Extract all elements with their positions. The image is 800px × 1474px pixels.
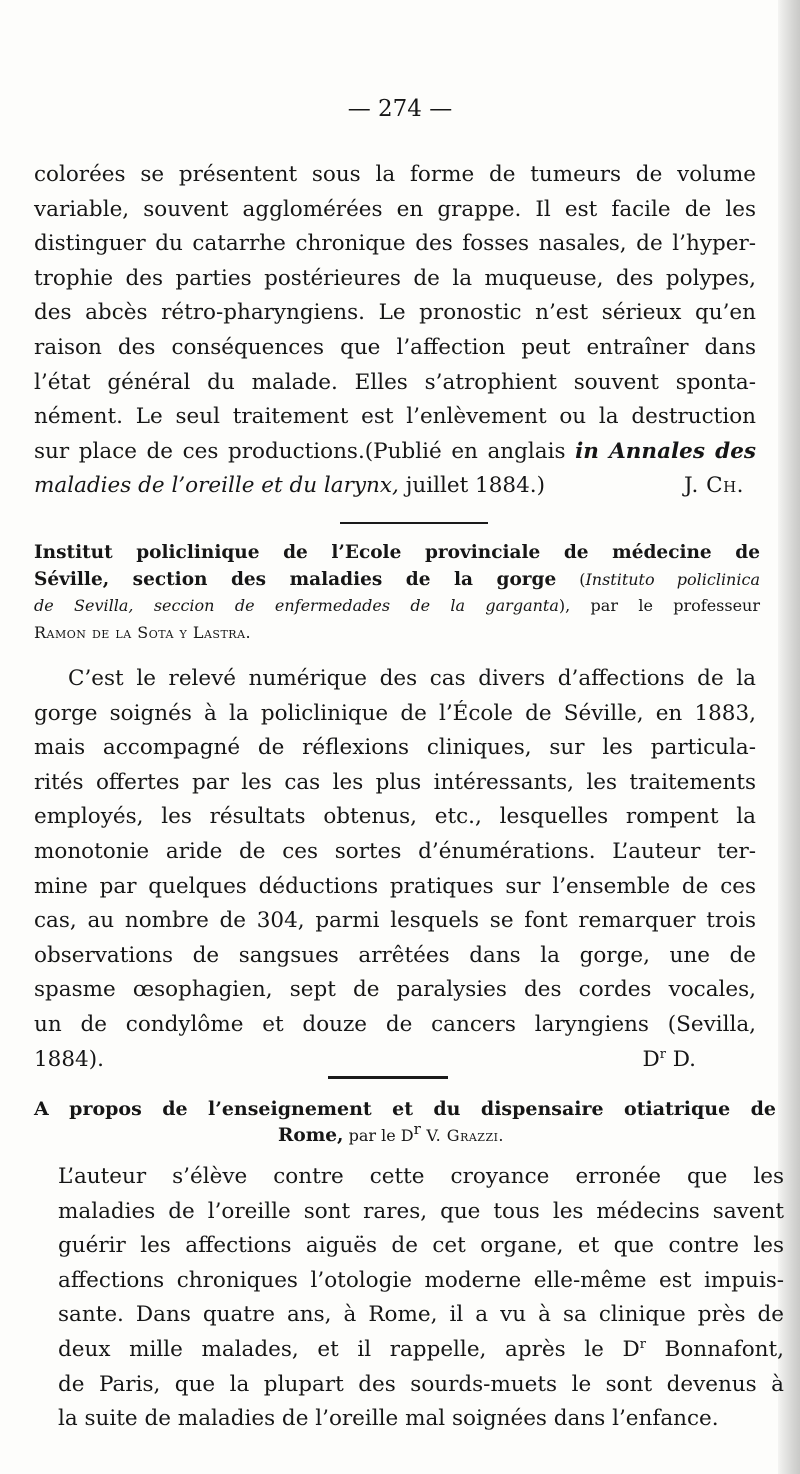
paragraph-continuation: [34, 158, 756, 504]
text-line: colorées se présentent sous la forme de tumeurs de volume: [34, 162, 756, 187]
heading-sup: r: [413, 1119, 421, 1138]
text-run: 1884).: [34, 1046, 104, 1072]
heading-line: Institut policlinique de l’Ecole provinciale de médecine de: [34, 542, 760, 563]
signature-dr: D: [642, 1046, 660, 1072]
heading-paren: (: [579, 569, 586, 589]
text-line: C’est le relevé numérique des cas divers d’affections de la: [68, 666, 756, 691]
heading-bold: Rome,: [278, 1124, 344, 1146]
signature-initial: D.: [665, 1046, 696, 1072]
heading-author: V. Grazzi.: [420, 1125, 505, 1145]
review-heading: [34, 540, 760, 646]
text-line: de Paris, que la plupart des sourds-muets le sont devenus à: [58, 1371, 784, 1397]
text-line: employés, les résultats obtenus, etc., lesquelles rompent la: [34, 804, 756, 830]
heading-bold: Séville, section des maladies de la gorge: [34, 568, 557, 590]
text-line: guérir les affections aiguës de cet organe, et que contre les: [58, 1233, 784, 1259]
section-divider: [340, 522, 488, 524]
text-line: mais accompagné de réflexions cliniques, sur les particula-: [34, 735, 756, 761]
text-line: observations de sangsues arrêtées dans la gorge, une de: [34, 942, 756, 968]
section-divider: [328, 1076, 448, 1079]
review-signature: J. Ch.: [684, 473, 744, 499]
page-number: — 274 —: [347, 96, 453, 122]
heading-line: [34, 567, 760, 594]
text-line: rités offertes par les cas les plus intéressants, les traitements: [34, 769, 756, 795]
heading-line: [34, 1119, 776, 1150]
text-line: [58, 1333, 784, 1368]
review-body: [58, 1160, 784, 1437]
text-line: spasme œsophagien, sept de paralysies des cordes vocales,: [34, 977, 756, 1003]
review-body: [34, 662, 756, 1077]
heading-italic: de Sevilla, seccion de enfermedades de la garganta: [34, 596, 559, 615]
heading-text: ), par le professeur: [558, 596, 760, 615]
text-line: cas, au nombre de 304, parmi lesquels se font remarquer trois: [34, 908, 756, 934]
text-line: variable, souvent agglomérées en grappe. Il est facile de les: [34, 196, 756, 222]
heading-line: A propos de l’enseignement et du dispensaire otiatrique de: [34, 1098, 776, 1120]
review-signature: [642, 1043, 756, 1078]
text-line: monotonie aride de ces sortes d’énumérations. L’auteur ter-: [34, 838, 756, 864]
text-line: nément. Le seul traitement est l’enlèvement ou la destruction: [34, 404, 756, 430]
heading-line: [34, 593, 760, 620]
text-line: affections chroniques l’otologie moderne elle-même est impuis-: [58, 1267, 784, 1293]
text-line: raison des conséquences que l’affection peut entraîner dans: [34, 334, 756, 360]
text-sup: r: [639, 1336, 646, 1352]
text-line: mine par quelques déductions pratiques sur l’ensemble de ces: [34, 873, 756, 899]
text-line: [34, 1043, 756, 1078]
text-run: juillet 1884.): [398, 473, 545, 499]
journal-title-cont: maladies de l’oreille et du larynx,: [34, 473, 399, 499]
review-heading: [34, 1096, 776, 1149]
text-run: sur place de ces productions.(Publié en anglais: [34, 438, 576, 464]
text-line: des abcès rétro-pharyngiens. Le pronostic n’est sérieux qu’en: [34, 300, 756, 326]
signature-sup: r: [659, 1046, 666, 1062]
review-author: Ramon de la Sota y Lastra.: [34, 622, 252, 642]
text-line: [34, 435, 756, 470]
text-line: l’état général du malade. Elles s’atrophient souvent sponta-: [34, 369, 756, 395]
text-line: [34, 469, 756, 504]
text-line: distinguer du catarrhe chronique des fosses nasales, de l’hyper-: [34, 231, 756, 257]
text-line: sante. Dans quatre ans, à Rome, il a vu à sa clinique près de: [58, 1302, 784, 1328]
text-line: la suite de maladies de l’oreille mal soignées dans l’enfance.: [58, 1406, 719, 1432]
text-line: maladies de l’oreille sont rares, que tous les médecins savent: [58, 1198, 784, 1224]
text-line: L’auteur s’élève contre cette croyance erronée que les: [58, 1164, 784, 1189]
text-run: Bonnafont,: [645, 1336, 784, 1362]
text-line: trophie des parties postérieures de la muqueuse, des polypes,: [34, 265, 756, 291]
heading-italic: Instituto policlinica: [585, 569, 760, 589]
text-line: un de condylôme et douze de cancers laryngiens (Sevilla,: [34, 1011, 756, 1037]
journal-title: in Annales des: [575, 438, 756, 464]
text-line: gorge soignés à la policlinique de l’École de Séville, en 1883,: [34, 700, 756, 726]
heading-text: par le D: [343, 1125, 414, 1145]
text-run: deux mille malades, et il rappelle, après le D: [58, 1336, 640, 1362]
